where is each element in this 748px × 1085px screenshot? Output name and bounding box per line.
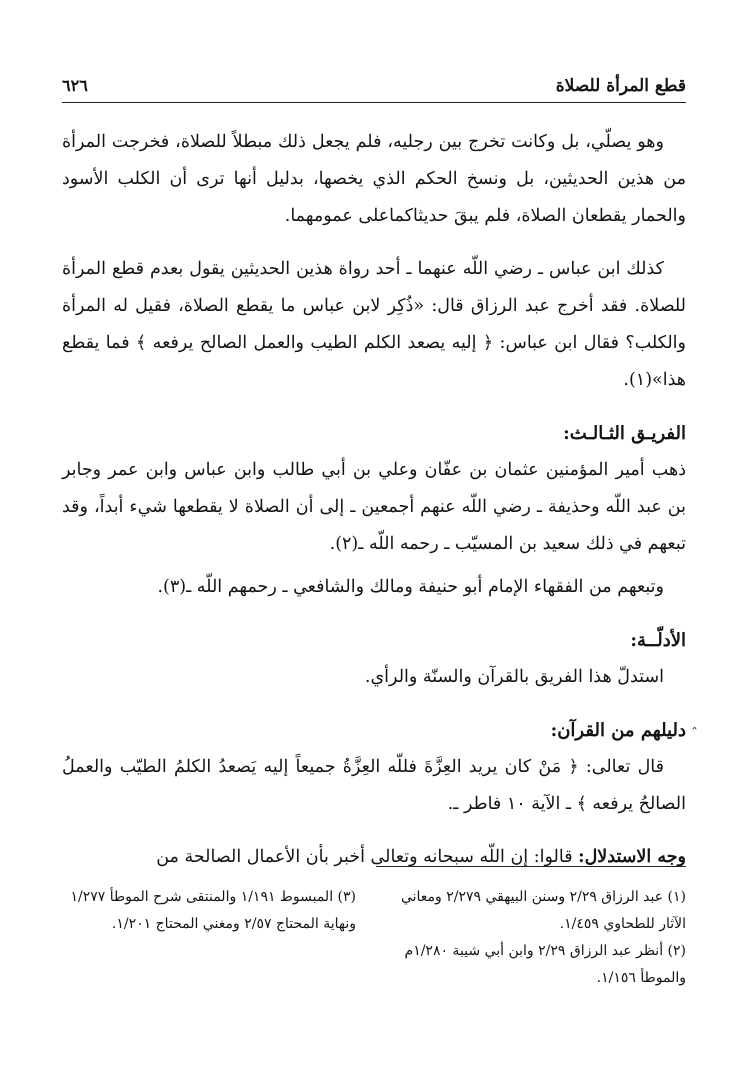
main-text — [62, 124, 686, 892]
inference-label: وجه الاستدلال: — [578, 847, 686, 867]
footnotes-left-column — [62, 884, 356, 992]
footnote-separator — [376, 866, 686, 867]
paragraph-5: استدلّ هذا الفريق بالقرآن والسنّة والرأي. — [364, 667, 664, 687]
running-header — [62, 74, 686, 103]
footnote-3: (٣) المبسوط ١/١٩١ والمنتقى شرح الموطأ ١/٢٧٧ ونهاية المحتاج ٢/٥٧ ومغني المحتاج ١/٢٠١. — [70, 889, 356, 932]
footnotes-right-column — [392, 884, 686, 992]
inference-text: قالوا: إن اللّه سبحانه وتعالى أخبر بأن الأعمال الصالحة من — [156, 847, 579, 867]
footnote-2: (٢) أنظر عبد الرزاق ٢/٢٩ وابن أبي شيبة ١/٢٨٠م والموطأ ١/١٥٦. — [404, 943, 686, 986]
paragraph-6: قال تعالى: ﴿ مَنْ كان يريد العِزَّةَ فللّه العِزَّةُ جميعاً إليه يَصعدُ الكلمُ الطيّب والعملُ الصالحُ يرفعه ﴾ ـ الآية ١٠ فاطر ـ. — [62, 757, 686, 814]
heading-third-group: الفريـق الثـالـث: — [563, 423, 686, 444]
footnotes — [62, 884, 686, 992]
paragraph-3: ذهب أمير المؤمنين عثمان بن عفّان وعلي بن أبي طالب وابن عباس وابن عمر وجابر بن عبد اللّه وحذيفة ـ رضي اللّه عنهم أجمعين ـ إلى أن الصلاة لا يقطعها شيء أبداً، وقد تبعهم في ذلك سعيد بن المسيّب ـ رحمه اللّه ـ(٢). — [62, 460, 686, 554]
margin-mark-icon: ˆ — [691, 726, 698, 742]
paragraph-2: كذلك ابن عباس ـ رضي اللّه عنهما ـ أحد رواة هذين الحديثين يقول بعدم قطع المرأة للصلاة. فقد أخرج عبد الرزاق قال: «ذُكِر لابن عباس ما يقطع الصلاة، فقيل له المرأة والكلب؟ فقال ابن عباس: ﴿ إليه يصعد الكلم الطيب والعمل الصالح يرفعه ﴾ فما يقطع هذا»(١). — [62, 259, 686, 390]
paragraph-4: وتبعهم من الفقهاء الإمام أبو حنيفة ومالك والشافعي ـ رحمهم اللّه ـ(٣). — [157, 577, 664, 597]
paragraph-7 — [62, 839, 686, 876]
running-title: قطع المرأة للصلاة — [555, 76, 686, 96]
footnote-1: (١) عبد الرزاق ٢/٢٩ وسنن البيهقي ٢/٢٧٩ ومعاني الآثار للطحاوي ١/٤٥٩. — [400, 889, 686, 932]
heading-evidence: الأدلّــة: — [630, 630, 686, 651]
paragraph-1: وهو يصلّي، بل وكانت تخرج بين رجليه، فلم يجعل ذلك مبطلاً للصلاة، فخرجت المرأة من هذين الحديثين، بل ونسخ الحكم الذي يخصها، بدليل أنها ترى أن الكلب الأسود والحمار يقطعان الصلاة، فلم يبقَ حديثاكماعلى عمومهما. — [62, 132, 686, 226]
page-number: ٦٢٦ — [62, 76, 88, 95]
heading-quran-evidence: دليلهم من القرآن: — [550, 720, 686, 741]
